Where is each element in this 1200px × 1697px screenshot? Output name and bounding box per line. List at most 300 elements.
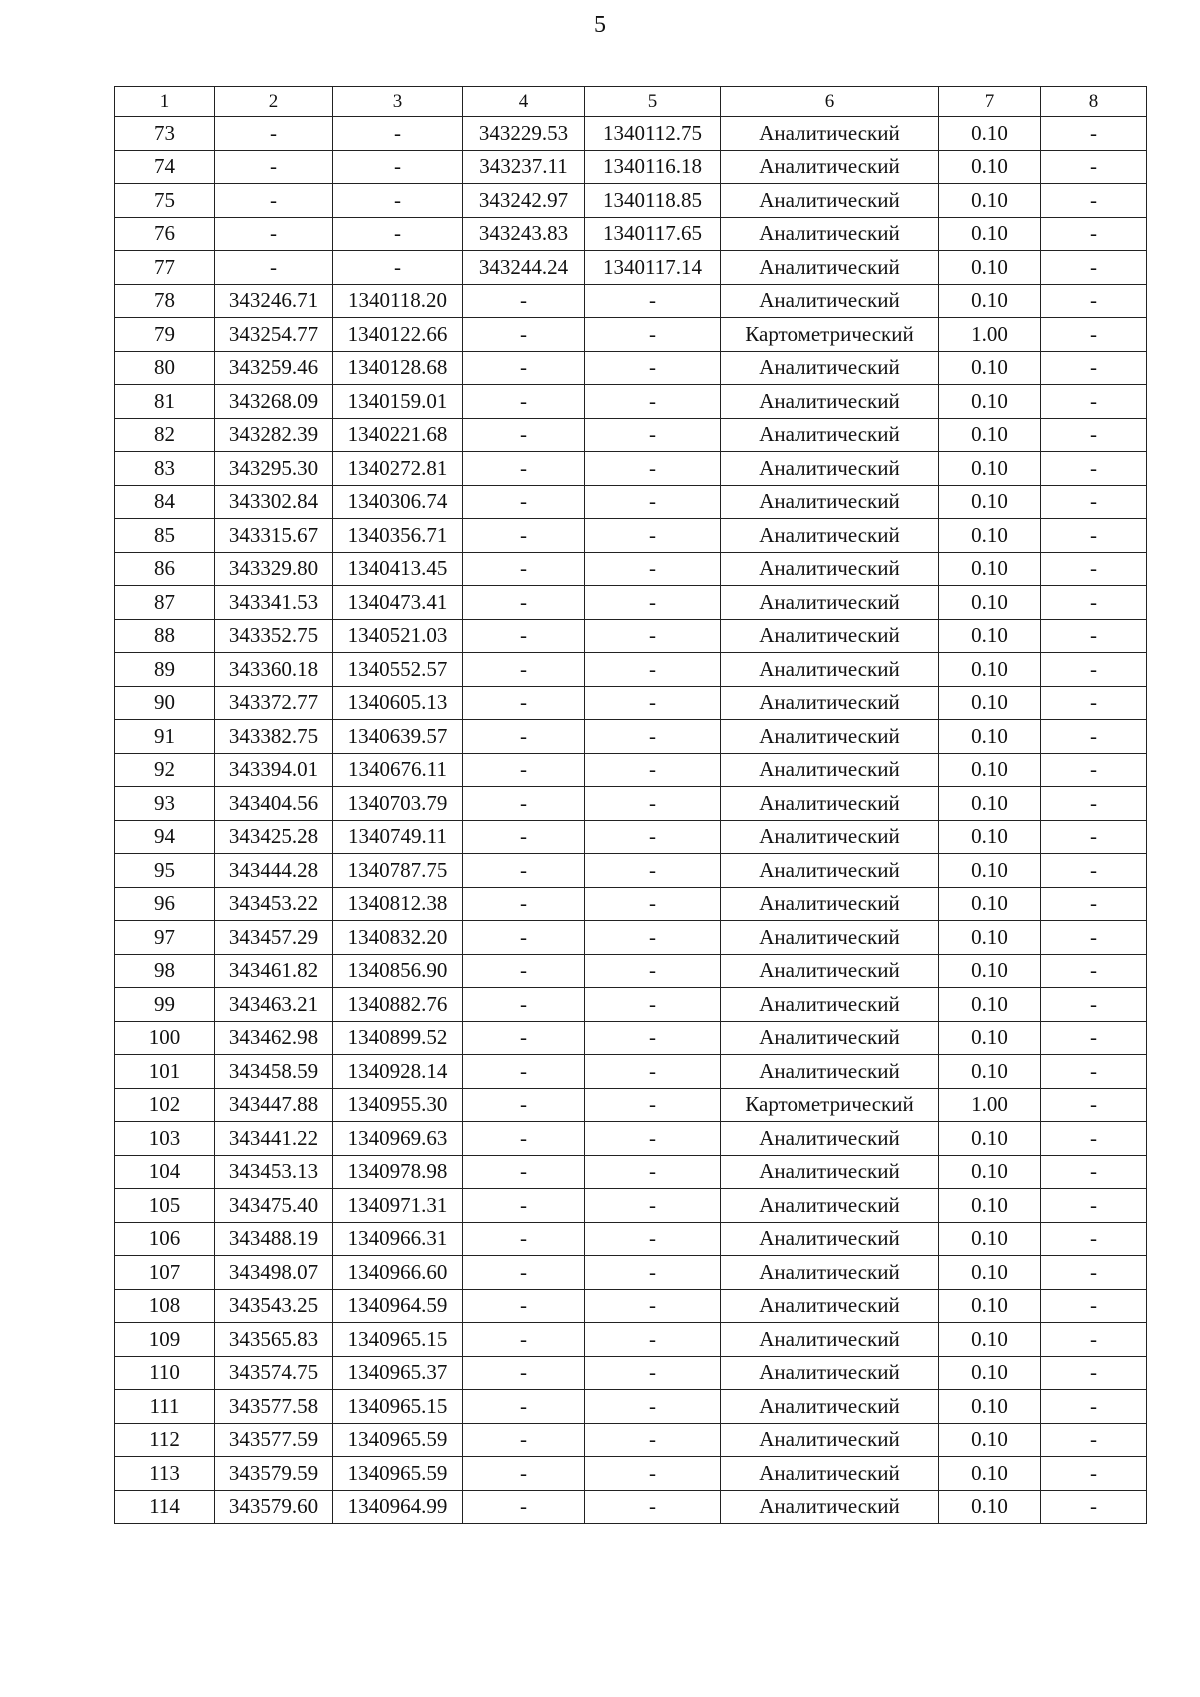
cell-x-coordinate: 343360.18 xyxy=(215,653,333,687)
cell-point-number: 73 xyxy=(115,117,215,151)
cell-method: Аналитический xyxy=(721,552,939,586)
cell-y-coordinate-alt: - xyxy=(585,1055,721,1089)
cell-method: Аналитический xyxy=(721,887,939,921)
cell-accuracy: 0.10 xyxy=(939,385,1041,419)
table-row xyxy=(115,954,1147,988)
cell-x-coordinate: 343463.21 xyxy=(215,988,333,1022)
page-number: 5 xyxy=(594,12,606,38)
cell-x-coordinate: 343579.59 xyxy=(215,1457,333,1491)
cell-x-coordinate: 343352.75 xyxy=(215,619,333,653)
cell-y-coordinate-alt: - xyxy=(585,1490,721,1524)
cell-x-coordinate-alt: - xyxy=(463,552,585,586)
table-row xyxy=(115,1490,1147,1524)
table-row xyxy=(115,1457,1147,1491)
cell-method: Аналитический xyxy=(721,988,939,1022)
cell-method: Картометрический xyxy=(721,1088,939,1122)
table-row xyxy=(115,854,1147,888)
cell-y-coordinate-alt: - xyxy=(585,1189,721,1223)
cell-y-coordinate-alt: - xyxy=(585,653,721,687)
cell-note: - xyxy=(1041,820,1147,854)
cell-method: Аналитический xyxy=(721,519,939,553)
cell-note: - xyxy=(1041,686,1147,720)
cell-x-coordinate: 343543.25 xyxy=(215,1289,333,1323)
cell-accuracy: 1.00 xyxy=(939,318,1041,352)
cell-note: - xyxy=(1041,720,1147,754)
cell-x-coordinate: 343453.22 xyxy=(215,887,333,921)
table-row xyxy=(115,1122,1147,1156)
cell-accuracy: 0.10 xyxy=(939,887,1041,921)
column-header-6: 6 xyxy=(721,87,939,117)
cell-y-coordinate-alt: - xyxy=(585,1122,721,1156)
table-row xyxy=(115,1155,1147,1189)
cell-point-number: 103 xyxy=(115,1122,215,1156)
cell-y-coordinate-alt: - xyxy=(585,284,721,318)
cell-x-coordinate: 343441.22 xyxy=(215,1122,333,1156)
cell-x-coordinate-alt: - xyxy=(463,1457,585,1491)
table-row xyxy=(115,318,1147,352)
cell-method: Картометрический xyxy=(721,318,939,352)
cell-y-coordinate: 1340965.15 xyxy=(333,1390,463,1424)
column-header-8: 8 xyxy=(1041,87,1147,117)
cell-note: - xyxy=(1041,251,1147,285)
cell-point-number: 74 xyxy=(115,150,215,184)
cell-y-coordinate: 1340749.11 xyxy=(333,820,463,854)
cell-x-coordinate-alt: - xyxy=(463,720,585,754)
cell-accuracy: 0.10 xyxy=(939,820,1041,854)
cell-accuracy: 0.10 xyxy=(939,284,1041,318)
cell-point-number: 93 xyxy=(115,787,215,821)
cell-point-number: 110 xyxy=(115,1356,215,1390)
cell-point-number: 95 xyxy=(115,854,215,888)
cell-y-coordinate-alt: 1340118.85 xyxy=(585,184,721,218)
cell-y-coordinate-alt: - xyxy=(585,854,721,888)
cell-y-coordinate: - xyxy=(333,184,463,218)
cell-accuracy: 0.10 xyxy=(939,1356,1041,1390)
cell-y-coordinate-alt: - xyxy=(585,720,721,754)
cell-y-coordinate-alt: - xyxy=(585,1088,721,1122)
cell-accuracy: 0.10 xyxy=(939,552,1041,586)
cell-x-coordinate: 343394.01 xyxy=(215,753,333,787)
cell-point-number: 112 xyxy=(115,1423,215,1457)
cell-note: - xyxy=(1041,385,1147,419)
cell-y-coordinate: 1340552.57 xyxy=(333,653,463,687)
cell-x-coordinate-alt: 343237.11 xyxy=(463,150,585,184)
cell-point-number: 99 xyxy=(115,988,215,1022)
cell-y-coordinate: 1340966.60 xyxy=(333,1256,463,1290)
cell-method: Аналитический xyxy=(721,351,939,385)
table-row xyxy=(115,385,1147,419)
cell-y-coordinate-alt: - xyxy=(585,586,721,620)
cell-point-number: 79 xyxy=(115,318,215,352)
cell-accuracy: 0.10 xyxy=(939,117,1041,151)
cell-point-number: 94 xyxy=(115,820,215,854)
cell-method: Аналитический xyxy=(721,1390,939,1424)
cell-x-coordinate-alt: - xyxy=(463,318,585,352)
coordinates-table xyxy=(114,86,1147,1524)
cell-y-coordinate-alt: - xyxy=(585,452,721,486)
table-row xyxy=(115,519,1147,553)
cell-x-coordinate: 343461.82 xyxy=(215,954,333,988)
cell-y-coordinate: 1340882.76 xyxy=(333,988,463,1022)
cell-accuracy: 0.10 xyxy=(939,686,1041,720)
cell-y-coordinate-alt: - xyxy=(585,820,721,854)
table-body xyxy=(115,117,1147,1524)
cell-y-coordinate-alt: - xyxy=(585,1323,721,1357)
cell-x-coordinate: - xyxy=(215,251,333,285)
cell-point-number: 76 xyxy=(115,217,215,251)
cell-accuracy: 0.10 xyxy=(939,184,1041,218)
cell-point-number: 105 xyxy=(115,1189,215,1223)
cell-note: - xyxy=(1041,787,1147,821)
cell-y-coordinate-alt: - xyxy=(585,686,721,720)
cell-note: - xyxy=(1041,1490,1147,1524)
cell-x-coordinate-alt: - xyxy=(463,519,585,553)
cell-accuracy: 0.10 xyxy=(939,619,1041,653)
cell-accuracy: 0.10 xyxy=(939,1155,1041,1189)
cell-x-coordinate-alt: - xyxy=(463,1088,585,1122)
cell-note: - xyxy=(1041,1423,1147,1457)
cell-y-coordinate-alt: - xyxy=(585,954,721,988)
cell-point-number: 106 xyxy=(115,1222,215,1256)
cell-accuracy: 0.10 xyxy=(939,720,1041,754)
cell-method: Аналитический xyxy=(721,150,939,184)
cell-point-number: 85 xyxy=(115,519,215,553)
cell-x-coordinate: - xyxy=(215,184,333,218)
cell-x-coordinate-alt: - xyxy=(463,1323,585,1357)
cell-x-coordinate: 343498.07 xyxy=(215,1256,333,1290)
cell-y-coordinate-alt: 1340117.65 xyxy=(585,217,721,251)
cell-accuracy: 0.10 xyxy=(939,753,1041,787)
cell-method: Аналитический xyxy=(721,854,939,888)
cell-y-coordinate-alt: - xyxy=(585,1155,721,1189)
cell-x-coordinate: 343404.56 xyxy=(215,787,333,821)
table-row xyxy=(115,988,1147,1022)
cell-method: Аналитический xyxy=(721,1256,939,1290)
cell-note: - xyxy=(1041,887,1147,921)
cell-y-coordinate: 1340978.98 xyxy=(333,1155,463,1189)
cell-note: - xyxy=(1041,485,1147,519)
cell-point-number: 98 xyxy=(115,954,215,988)
cell-accuracy: 0.10 xyxy=(939,1289,1041,1323)
table-row xyxy=(115,150,1147,184)
cell-point-number: 111 xyxy=(115,1390,215,1424)
cell-accuracy: 0.10 xyxy=(939,485,1041,519)
cell-method: Аналитический xyxy=(721,217,939,251)
cell-note: - xyxy=(1041,184,1147,218)
cell-x-coordinate-alt: - xyxy=(463,854,585,888)
cell-point-number: 108 xyxy=(115,1289,215,1323)
cell-accuracy: 0.10 xyxy=(939,988,1041,1022)
cell-note: - xyxy=(1041,753,1147,787)
cell-method: Аналитический xyxy=(721,1222,939,1256)
cell-y-coordinate-alt: - xyxy=(585,1423,721,1457)
cell-x-coordinate: 343254.77 xyxy=(215,318,333,352)
cell-note: - xyxy=(1041,954,1147,988)
cell-x-coordinate-alt: - xyxy=(463,1490,585,1524)
cell-y-coordinate: 1340128.68 xyxy=(333,351,463,385)
cell-y-coordinate-alt: - xyxy=(585,1289,721,1323)
cell-x-coordinate: - xyxy=(215,117,333,151)
table-row xyxy=(115,1323,1147,1357)
table-row xyxy=(115,686,1147,720)
cell-method: Аналитический xyxy=(721,1021,939,1055)
cell-accuracy: 0.10 xyxy=(939,1323,1041,1357)
cell-y-coordinate: 1340856.90 xyxy=(333,954,463,988)
cell-point-number: 87 xyxy=(115,586,215,620)
table-row xyxy=(115,284,1147,318)
table-row xyxy=(115,1256,1147,1290)
cell-x-coordinate: 343577.59 xyxy=(215,1423,333,1457)
cell-point-number: 78 xyxy=(115,284,215,318)
cell-y-coordinate: 1340122.66 xyxy=(333,318,463,352)
cell-x-coordinate: 343475.40 xyxy=(215,1189,333,1223)
cell-x-coordinate-alt: 343244.24 xyxy=(463,251,585,285)
cell-x-coordinate: - xyxy=(215,217,333,251)
cell-note: - xyxy=(1041,284,1147,318)
cell-y-coordinate: 1340306.74 xyxy=(333,485,463,519)
cell-note: - xyxy=(1041,1122,1147,1156)
table-row xyxy=(115,1289,1147,1323)
cell-note: - xyxy=(1041,1323,1147,1357)
cell-accuracy: 0.10 xyxy=(939,519,1041,553)
cell-x-coordinate-alt: - xyxy=(463,1423,585,1457)
cell-x-coordinate-alt: - xyxy=(463,921,585,955)
cell-y-coordinate: 1340159.01 xyxy=(333,385,463,419)
cell-y-coordinate-alt: - xyxy=(585,318,721,352)
cell-accuracy: 0.10 xyxy=(939,351,1041,385)
cell-point-number: 101 xyxy=(115,1055,215,1089)
cell-y-coordinate: 1340965.15 xyxy=(333,1323,463,1357)
cell-y-coordinate: 1340605.13 xyxy=(333,686,463,720)
cell-y-coordinate: 1340787.75 xyxy=(333,854,463,888)
table-row xyxy=(115,586,1147,620)
cell-method: Аналитический xyxy=(721,251,939,285)
cell-x-coordinate: 343574.75 xyxy=(215,1356,333,1390)
cell-point-number: 90 xyxy=(115,686,215,720)
cell-note: - xyxy=(1041,552,1147,586)
cell-note: - xyxy=(1041,1021,1147,1055)
cell-method: Аналитический xyxy=(721,1155,939,1189)
cell-y-coordinate: - xyxy=(333,150,463,184)
cell-y-coordinate-alt: - xyxy=(585,1256,721,1290)
table-row xyxy=(115,1356,1147,1390)
cell-point-number: 97 xyxy=(115,921,215,955)
cell-x-coordinate-alt: - xyxy=(463,988,585,1022)
cell-accuracy: 0.10 xyxy=(939,921,1041,955)
cell-method: Аналитический xyxy=(721,921,939,955)
cell-method: Аналитический xyxy=(721,117,939,151)
cell-note: - xyxy=(1041,854,1147,888)
cell-note: - xyxy=(1041,418,1147,452)
cell-accuracy: 0.10 xyxy=(939,954,1041,988)
table-row xyxy=(115,1055,1147,1089)
cell-y-coordinate-alt: - xyxy=(585,1222,721,1256)
cell-note: - xyxy=(1041,921,1147,955)
cell-note: - xyxy=(1041,1055,1147,1089)
cell-method: Аналитический xyxy=(721,1423,939,1457)
cell-y-coordinate-alt: 1340112.75 xyxy=(585,117,721,151)
cell-x-coordinate: 343341.53 xyxy=(215,586,333,620)
cell-y-coordinate: 1340118.20 xyxy=(333,284,463,318)
cell-method: Аналитический xyxy=(721,619,939,653)
cell-y-coordinate: 1340812.38 xyxy=(333,887,463,921)
cell-note: - xyxy=(1041,1356,1147,1390)
cell-point-number: 114 xyxy=(115,1490,215,1524)
cell-point-number: 104 xyxy=(115,1155,215,1189)
table-row xyxy=(115,619,1147,653)
cell-point-number: 83 xyxy=(115,452,215,486)
cell-note: - xyxy=(1041,1222,1147,1256)
cell-note: - xyxy=(1041,1390,1147,1424)
cell-x-coordinate-alt: - xyxy=(463,753,585,787)
cell-method: Аналитический xyxy=(721,787,939,821)
cell-x-coordinate: 343579.60 xyxy=(215,1490,333,1524)
cell-y-coordinate: 1340473.41 xyxy=(333,586,463,620)
cell-y-coordinate: - xyxy=(333,217,463,251)
cell-y-coordinate: 1340221.68 xyxy=(333,418,463,452)
cell-x-coordinate: 343447.88 xyxy=(215,1088,333,1122)
cell-method: Аналитический xyxy=(721,1122,939,1156)
cell-method: Аналитический xyxy=(721,686,939,720)
table-row xyxy=(115,418,1147,452)
table-row xyxy=(115,351,1147,385)
cell-x-coordinate-alt: - xyxy=(463,686,585,720)
cell-y-coordinate-alt: - xyxy=(585,485,721,519)
cell-accuracy: 0.10 xyxy=(939,854,1041,888)
cell-note: - xyxy=(1041,1155,1147,1189)
table-row xyxy=(115,720,1147,754)
table-row xyxy=(115,117,1147,151)
cell-accuracy: 0.10 xyxy=(939,1457,1041,1491)
cell-x-coordinate: 343565.83 xyxy=(215,1323,333,1357)
table-row xyxy=(115,921,1147,955)
cell-x-coordinate-alt: 343243.83 xyxy=(463,217,585,251)
cell-point-number: 86 xyxy=(115,552,215,586)
cell-y-coordinate-alt: - xyxy=(585,385,721,419)
cell-x-coordinate-alt: - xyxy=(463,1256,585,1290)
cell-note: - xyxy=(1041,988,1147,1022)
cell-x-coordinate: 343453.13 xyxy=(215,1155,333,1189)
cell-accuracy: 0.10 xyxy=(939,1055,1041,1089)
cell-x-coordinate-alt: - xyxy=(463,1155,585,1189)
cell-note: - xyxy=(1041,452,1147,486)
cell-x-coordinate: 343268.09 xyxy=(215,385,333,419)
cell-note: - xyxy=(1041,619,1147,653)
cell-note: - xyxy=(1041,1457,1147,1491)
table-row xyxy=(115,251,1147,285)
cell-y-coordinate-alt: - xyxy=(585,1457,721,1491)
table-row xyxy=(115,1189,1147,1223)
table-row xyxy=(115,217,1147,251)
cell-point-number: 88 xyxy=(115,619,215,653)
column-header-7: 7 xyxy=(939,87,1041,117)
cell-x-coordinate: 343462.98 xyxy=(215,1021,333,1055)
cell-note: - xyxy=(1041,318,1147,352)
cell-y-coordinate-alt: 1340117.14 xyxy=(585,251,721,285)
cell-note: - xyxy=(1041,351,1147,385)
cell-x-coordinate-alt: - xyxy=(463,1122,585,1156)
table-row xyxy=(115,1222,1147,1256)
cell-point-number: 89 xyxy=(115,653,215,687)
cell-note: - xyxy=(1041,117,1147,151)
cell-y-coordinate: 1340964.59 xyxy=(333,1289,463,1323)
cell-y-coordinate: 1340971.31 xyxy=(333,1189,463,1223)
cell-x-coordinate: 343444.28 xyxy=(215,854,333,888)
cell-method: Аналитический xyxy=(721,586,939,620)
cell-y-coordinate-alt: - xyxy=(585,351,721,385)
cell-accuracy: 0.10 xyxy=(939,1189,1041,1223)
cell-y-coordinate: 1340969.63 xyxy=(333,1122,463,1156)
cell-note: - xyxy=(1041,1088,1147,1122)
cell-x-coordinate-alt: - xyxy=(463,385,585,419)
cell-y-coordinate: 1340966.31 xyxy=(333,1222,463,1256)
cell-x-coordinate-alt: - xyxy=(463,1055,585,1089)
cell-method: Аналитический xyxy=(721,1189,939,1223)
cell-y-coordinate-alt: - xyxy=(585,787,721,821)
cell-method: Аналитический xyxy=(721,653,939,687)
cell-y-coordinate: 1340356.71 xyxy=(333,519,463,553)
cell-accuracy: 0.10 xyxy=(939,150,1041,184)
cell-accuracy: 0.10 xyxy=(939,418,1041,452)
cell-method: Аналитический xyxy=(721,720,939,754)
cell-y-coordinate: 1340639.57 xyxy=(333,720,463,754)
cell-x-coordinate-alt: - xyxy=(463,351,585,385)
column-header-1: 1 xyxy=(115,87,215,117)
cell-accuracy: 0.10 xyxy=(939,1423,1041,1457)
cell-x-coordinate: 343382.75 xyxy=(215,720,333,754)
cell-x-coordinate-alt: - xyxy=(463,1021,585,1055)
cell-x-coordinate: 343315.67 xyxy=(215,519,333,553)
cell-y-coordinate-alt: - xyxy=(585,988,721,1022)
cell-accuracy: 0.10 xyxy=(939,586,1041,620)
cell-method: Аналитический xyxy=(721,1457,939,1491)
cell-x-coordinate: 343302.84 xyxy=(215,485,333,519)
cell-y-coordinate-alt: - xyxy=(585,1356,721,1390)
cell-method: Аналитический xyxy=(721,1289,939,1323)
cell-y-coordinate: 1340928.14 xyxy=(333,1055,463,1089)
cell-accuracy: 0.10 xyxy=(939,1222,1041,1256)
cell-accuracy: 0.10 xyxy=(939,251,1041,285)
cell-x-coordinate: 343372.77 xyxy=(215,686,333,720)
cell-x-coordinate-alt: 343229.53 xyxy=(463,117,585,151)
cell-y-coordinate: 1340703.79 xyxy=(333,787,463,821)
cell-note: - xyxy=(1041,1256,1147,1290)
cell-x-coordinate: 343457.29 xyxy=(215,921,333,955)
cell-x-coordinate: 343458.59 xyxy=(215,1055,333,1089)
cell-point-number: 113 xyxy=(115,1457,215,1491)
cell-point-number: 107 xyxy=(115,1256,215,1290)
cell-x-coordinate: 343282.39 xyxy=(215,418,333,452)
cell-x-coordinate: 343577.58 xyxy=(215,1390,333,1424)
column-header-5: 5 xyxy=(585,87,721,117)
cell-method: Аналитический xyxy=(721,753,939,787)
table-row xyxy=(115,485,1147,519)
cell-y-coordinate-alt: - xyxy=(585,519,721,553)
cell-point-number: 82 xyxy=(115,418,215,452)
cell-x-coordinate: 343488.19 xyxy=(215,1222,333,1256)
cell-x-coordinate-alt: - xyxy=(463,1390,585,1424)
cell-point-number: 92 xyxy=(115,753,215,787)
cell-x-coordinate-alt: - xyxy=(463,1189,585,1223)
cell-y-coordinate: 1340899.52 xyxy=(333,1021,463,1055)
cell-point-number: 81 xyxy=(115,385,215,419)
cell-x-coordinate: - xyxy=(215,150,333,184)
table-row xyxy=(115,1021,1147,1055)
cell-accuracy: 0.10 xyxy=(939,217,1041,251)
cell-accuracy: 0.10 xyxy=(939,1256,1041,1290)
cell-method: Аналитический xyxy=(721,385,939,419)
cell-method: Аналитический xyxy=(721,1490,939,1524)
